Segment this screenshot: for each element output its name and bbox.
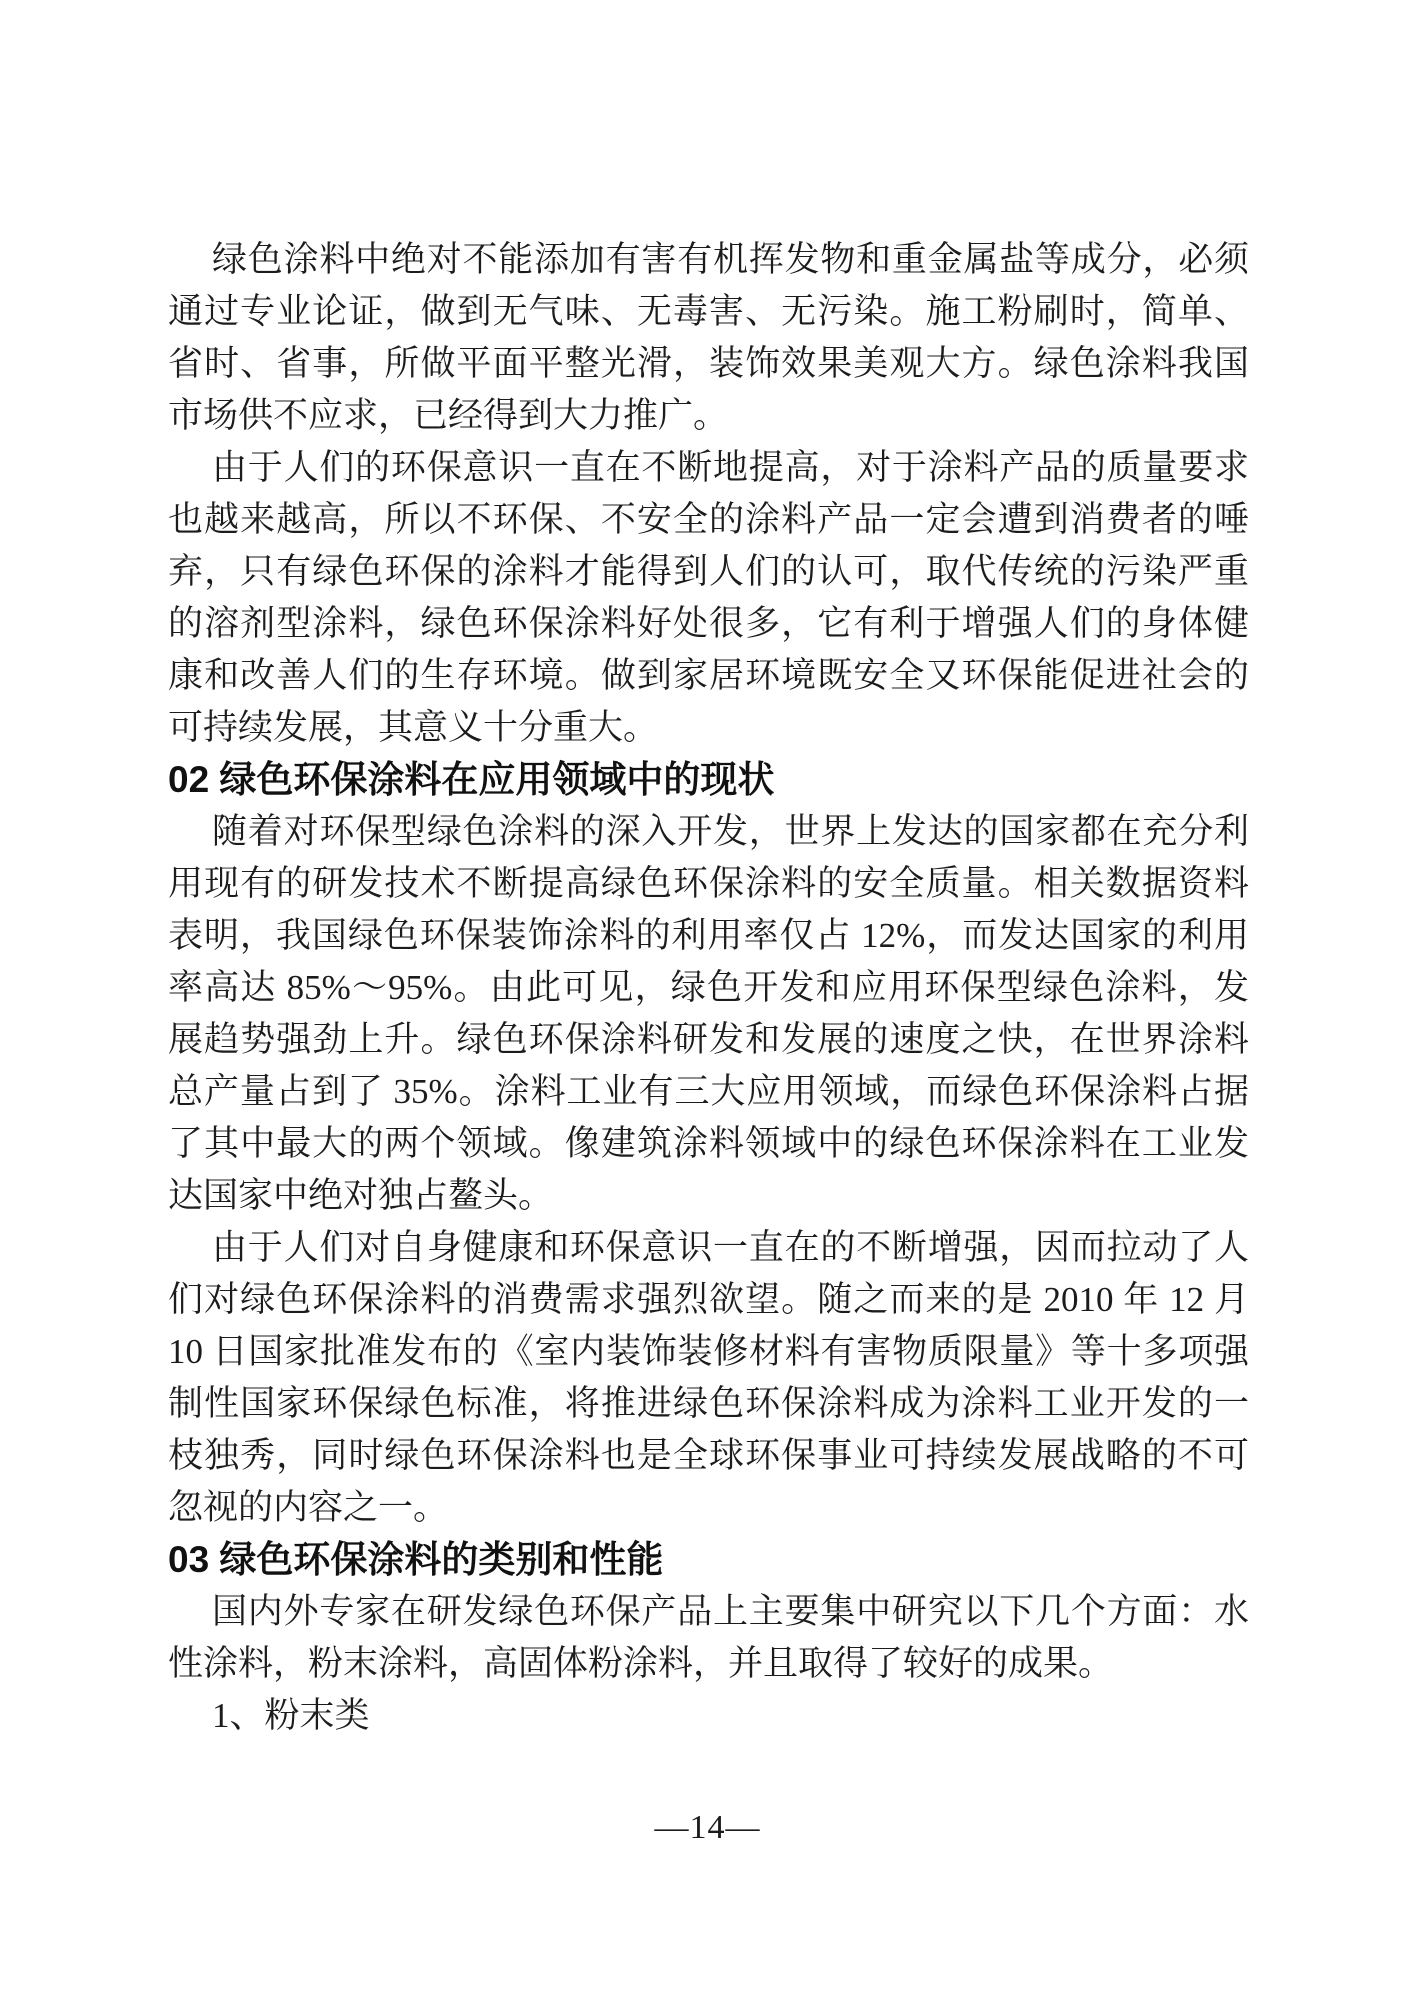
paragraph-environmental-awareness: 由于人们的环保意识一直在不断地提高，对于涂料产品的质量要求也越来越高，所以不环保、不安全的涂料产品一定会遭到消费者的唾弃，只有绿色环保的涂料才能得到人们的认可，取代传统的污染严重的溶剂型涂料，绿色环保涂料好处很多，它有利于增强人们的身体健康和改善人们的生存环境。做到家居环境既安全又环保能促进社会的可持续发展，其意义十分重大。 [168, 448, 1249, 747]
page-number: —14— [654, 1809, 761, 1846]
paragraph-research-directions: 国内外专家在研发绿色环保产品上主要集中研究以下几个方面：水性涂料，粉末涂料，高固体粉涂料，并且取得了较好的成果。 [168, 1592, 1249, 1683]
section-heading-03-categories-performance: 03 绿色环保涂料的类别和性能 [168, 1539, 664, 1580]
paragraph-application-field-status: 随着对环保型绿色涂料的深入开发，世界上发达的国家都在充分利用现有的研发技术不断提高绿色环保涂料的安全质量。相关数据资料表明，我国绿色环保装饰涂料的利用率仅占 12%，而发达国家的利用率高达 85%～95%。由此可见，绿色开发和应用环保型绿色涂料，发展趋势强劲上升。绿色环保涂料研发和发展的速度之快，在世界涂料总产量占到了 35%。涂料工业有三大应用领域，而绿色环保涂料占据了其中最大的两个领域。像建筑涂料领域中的绿色环保涂料在工业发达国家中绝对独占鳌头。 [168, 812, 1249, 1215]
paragraph-green-paint-requirements: 绿色涂料中绝对不能添加有害有机挥发物和重金属盐等成分，必须通过专业论证，做到无气味、无毒害、无污染。施工粉刷时，简单、省时、省事，所做平面平整光滑，装饰效果美观大方。绿色涂料我国市场供不应求，已经得到大力推广。 [168, 240, 1249, 435]
section-heading-02-application-status: 02 绿色环保涂料在应用领域中的现状 [168, 759, 775, 800]
document-body [168, 234, 1249, 1742]
page-footer [0, 1808, 1415, 1848]
paragraph-consumer-demand-standards: 由于人们对自身健康和环保意识一直在的不断增强，因而拉动了人们对绿色环保涂料的消费需求强烈欲望。随之而来的是 2010 年 12 月 10 日国家批准发布的《室内装饰装修材料有害物质限量》等十多项强制性国家环保绿色标准，将推进绿色环保涂料成为涂料工业开发的一枝独秀，同时绿色环保涂料也是全球环保事业可持续发展战略的不可忽视的内容之一。 [168, 1228, 1249, 1527]
list-item-powder-category: 1、粉末类 [212, 1696, 370, 1735]
